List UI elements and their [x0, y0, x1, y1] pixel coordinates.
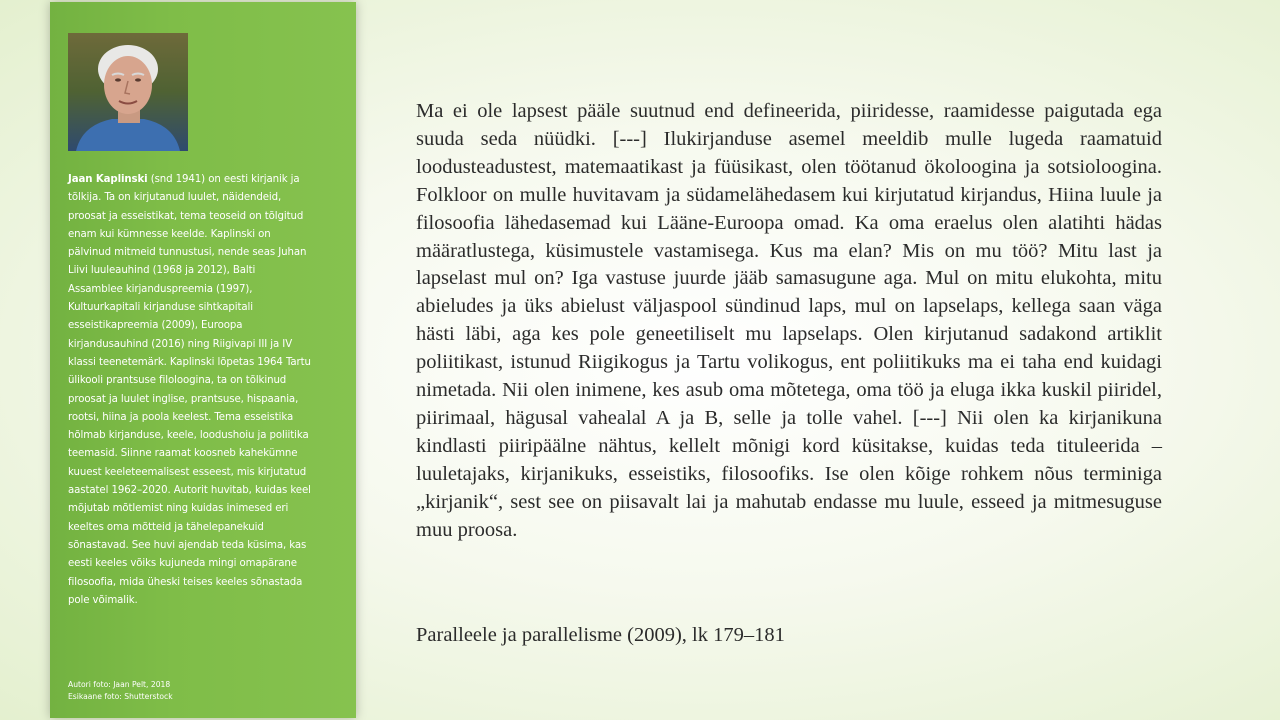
author-bio-text: (snd 1941) on eesti kirjanik ja tõlkija. Ta on kirjutanud luulet, näidendeid, proosat ja esseistikat, tema teoseid on tõlgitud enam kui kümnesse keelde. Kaplinski on pälvinud mitmeid tunnustusi, nende seas Juhan Liivi luuleauhind (1968 ja 2012), Balti Assamblee kirjanduspreemia (1997), Kultuurkapitali kirjanduse sihtkapitali esseistikapreemia (2009), Euroopa kirjandusauhind (2016) ning Riigivapi III ja IV klassi teenetemärk. Kaplinski lõpetas 1964 Tartu ülikooli prantsuse filoloogina, ta on tõlkinud proosat ja luulet inglise, prantsuse, hispaania, rootsi, hiina ja poola keelest. Tema esseistika hõlmab kirjanduse, keele, loodushoiu ja poliitika teemasid. Siinne raamat koosneb kahekümne kuuest keeleteemalisest esseest, mis kirjutatud aastatel 1962–2020. Autorit huvitab, kuidas keel mõjutab mõtlemist ning kuidas inimesed eri keeltes oma mõtteid ja tähelepanekuid sõnastavad. See huvi ajendab teda küsima, kas eesti keeles võiks kujuneda mingi omapärane filosoofia, mida üheski teises keeles sõnastada pole võimalik.: [68, 174, 311, 606]
cover-photo-credit: Esikaane foto: Shutterstock: [68, 692, 173, 701]
author-portrait-image: [68, 33, 188, 151]
photo-credits: [68, 679, 318, 703]
quote-source: Paralleele ja parallelisme (2009), lk 179–181: [416, 624, 785, 646]
author-bio: [68, 171, 313, 610]
book-back-cover: [50, 2, 356, 718]
author-name: Jaan Kaplinski: [68, 174, 148, 185]
author-photo-credit: Autori foto: Jaan Pelt, 2018: [68, 680, 171, 689]
author-photo: [68, 33, 188, 151]
quote-text: Ma ei ole lapsest pääle suutnud end defineerida, piiridesse, raamidesse paigutada ega suuda seda nüüdki. [---] Ilukirjanduse asemel meeldib mulle lugeda raamatuid loodusteadustest, matemaatikast ja füüsikast, olen töötanud ökoloogina ja sotsioloogina. Folkloor on mulle huvitavam ja südamelähedasem kui kirjutatud kirjandus, Hiina luule ja filosoofia lähedasemad kui Lääne-Euroopa omad. Ka oma eraelus olen alatihti hädas määratlustega, küsimustele vastamisega. Kus ma elan? Mis on mu töö? Mitu last ja lapselast mul on? Iga vastuse juurde jääb samasugune aga. Mul on mitu elukohta, mitu abieludes ja üks abielust väljaspool sündinud laps, mul on lapselaps, kellega saan väga hästi läbi, aga kes pole geneetiliselt mu lapselaps. Olen kirjutanud sadakond artiklit poliitikast, istunud Riigikogus ja Tartu volikogus, ent poliitikuks ma ei taha end kuidagi nimetada. Nii olen inimene, kes asub oma mõtetega, oma töö ja eluga ikka kuskil piiridel, piirimaal, hägusal vahealal A ja B, selle ja tolle vahel. [---] Nii olen ka kirjanikuna kindlasti piiripäälne nähtus, kellelt mõnigi kord küsitakse, kuidas teda tituleerida – luuletajaks, kirjanikuks, esseistiks, filosoofiks. Ise olen kõige rohkem nõus terminiga „kirjanik“, sest see on piisavalt lai ja mahutab endasse mu luule, esseed ja mitmesuguse muu proosa.: [416, 100, 1162, 541]
